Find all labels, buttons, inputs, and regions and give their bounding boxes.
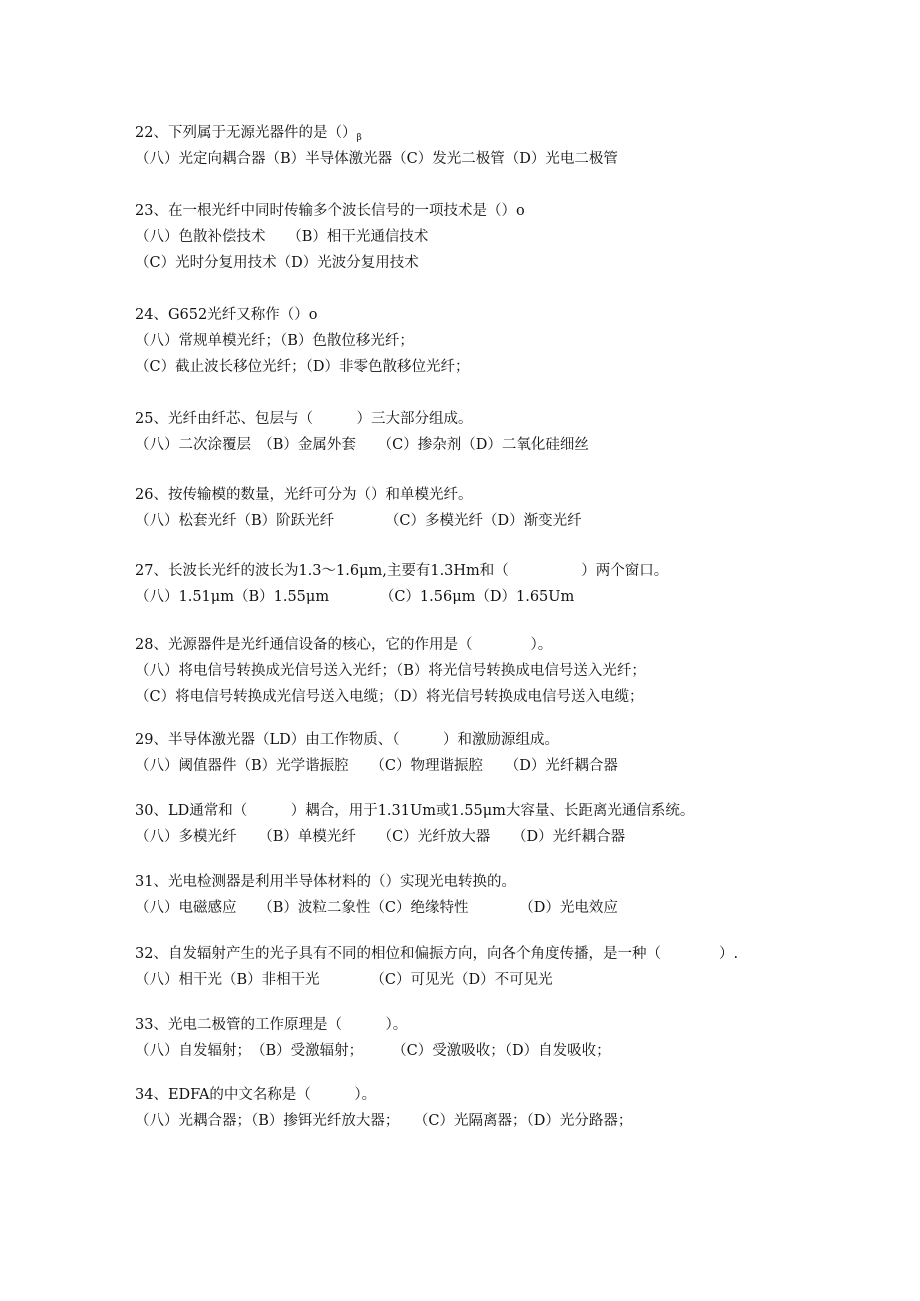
question-option: （八）色散补偿技术 （B）相干光通信技术 (135, 229, 429, 245)
question-32 (135, 941, 835, 993)
question-33 (135, 1012, 835, 1064)
question-stem: 28、光源器件是光纤通信设备的核心，它的作用是（ ）。 (135, 637, 553, 653)
question-stem: 31、光电检测器是利用半导体材料的（）实现光电转换的。 (135, 874, 516, 890)
question-25 (135, 406, 835, 458)
stem-text: 22、下列属于无源光器件的是（） (135, 125, 357, 141)
stem-subscript: β (356, 133, 362, 143)
question-stem: 27、长波长光纤的波长为1.3～1.6μm,主要有1.3Hm和（ ）两个窗口。 (135, 563, 669, 579)
question-option: （八）光定向耦合器（B）半导体激光器（C）发光二极管（D）光电二极管 (135, 151, 618, 167)
question-29 (135, 727, 835, 779)
question-option: （八）多模光纤 （B）单模光纤 （C）光纤放大器 （D）光纤耦合器 (135, 829, 626, 845)
question-option: （八）自发辐射； （B）受激辐射； （C）受激吸收；（D）自发吸收； (135, 1043, 611, 1059)
question-option: （C）光时分复用技术（D）光波分复用技术 (135, 255, 419, 271)
question-option: （八）1.51μm（B）1.55μm （C）1.56μm（D）1.65Um (135, 589, 575, 605)
question-option: （C）将电信号转换成光信号送入电缆；（D）将光信号转换成电信号送入电缆； (135, 689, 644, 705)
question-stem: 26、按传输模的数量，光纤可分为（）和单模光纤。 (135, 487, 473, 503)
question-28 (135, 632, 835, 710)
question-option: （八）相干光（B）非相干光 （C）可见光（D）不可见光 (135, 972, 553, 988)
question-stem (135, 120, 835, 146)
question-stem: 30、LD通常和（ ）耦合，用于1.31Um或1.55μm大容量、长距离光通信系统。 (135, 803, 695, 819)
question-option: （八）松套光纤（B）阶跃光纤 （C）多模光纤（D）渐变光纤 (135, 513, 582, 529)
question-30 (135, 798, 835, 850)
question-stem: 23、在一根光纤中同时传输多个波长信号的一项技术是（）o (135, 203, 525, 219)
question-stem: 33、光电二极管的工作原理是（ ）。 (135, 1017, 408, 1033)
question-23 (135, 198, 835, 276)
question-stem: 34、EDFA的中文名称是（ ）。 (135, 1087, 377, 1103)
question-option: （八）光耦合器；（B）掺铒光纤放大器； （C）光隔离器；（D）光分路器； (135, 1113, 633, 1129)
question-stem: 29、半导体激光器（LD）由工作物质、（ ）和激励源组成。 (135, 732, 559, 748)
question-34 (135, 1082, 835, 1134)
question-31 (135, 869, 835, 921)
question-26 (135, 482, 835, 534)
question-option: （八）常规单模光纤；（B）色散位移光纤； (135, 333, 414, 349)
question-stem: 32、自发辐射产生的光子具有不同的相位和偏振方向，向各个角度传播，是一种（ ）. (135, 946, 739, 962)
question-option: （八）二次涂覆层 （B）金属外套 （C）掺杂剂（D）二氧化硅细丝 (135, 437, 589, 453)
question-22 (135, 120, 835, 172)
question-option: （八）阈值器件（B）光学谐振腔 （C）物理谐振腔 （D）光纤耦合器 (135, 758, 618, 774)
question-option: （八）将电信号转换成光信号送入光纤；（B）将光信号转换成电信号送入光纤； (135, 663, 646, 679)
question-stem: 25、光纤由纤芯、包层与（ ）三大部分组成。 (135, 411, 473, 427)
question-24 (135, 302, 835, 380)
question-option: （八）电磁感应 （B）波粒二象性（C）绝缘特性 （D）光电效应 (135, 900, 618, 916)
question-option: （C）截止波长移位光纤；（D）非零色散移位光纤； (135, 359, 470, 375)
question-27 (135, 558, 835, 610)
question-stem: 24、G652光纤又称作（）o (135, 307, 318, 323)
